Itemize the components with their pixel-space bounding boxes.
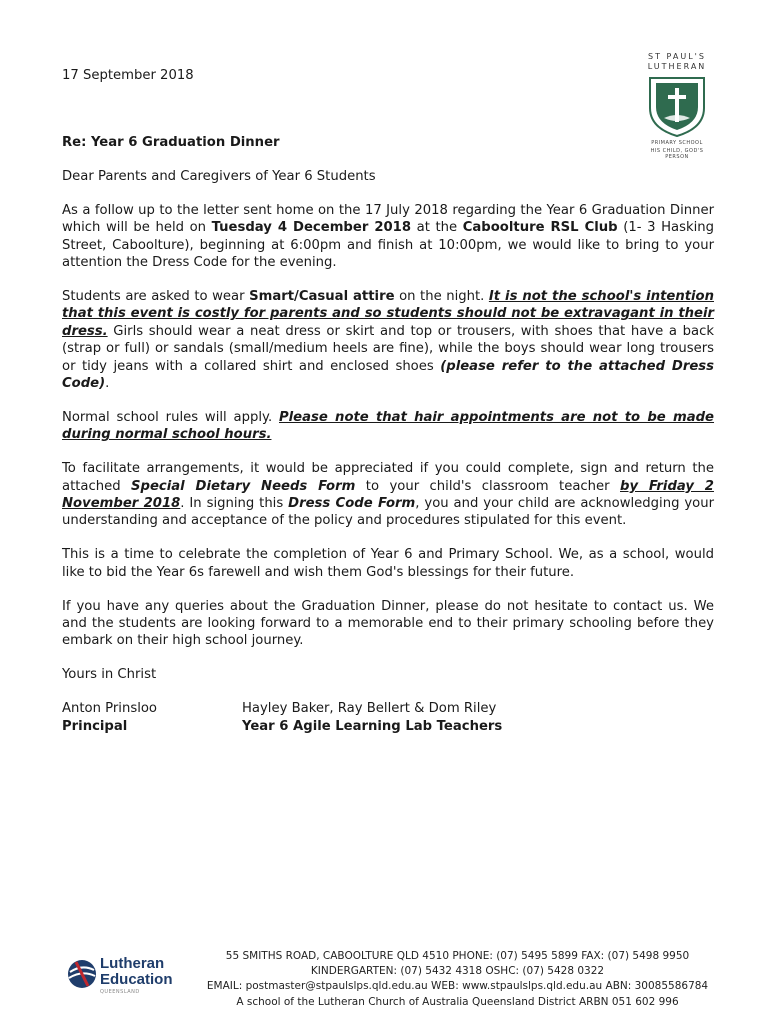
paragraph-4: To facilitate arrangements, it would be appreciated if you could complete, sign and return the attached Special Dietary Needs Form to your child's classroom teacher by Friday 2 November 2018. In signing this Dress Code Form, you and your child are acknowledging your understanding and acceptance of the policy and procedures stipulated for this event. [62, 461, 715, 529]
lutheran-education-logo [66, 956, 176, 998]
signatory-left-title: Principal [62, 718, 128, 734]
paragraph-2: Students are asked to wear Smart/Casual attire on the night. It is not the school's intention that this event is costly for parents and so students should not be extravagant in their dress. Girls should wear a neat dress or skirt and top or trousers, with shoes that have a back (strap or full) or sandals (small/medium heels are fine), while the boys should wear long trousers or tidy jeans with a collared shirt and enclosed shoes (please refer to the attached Dress Code). [62, 288, 714, 391]
footer-address: 55 SMITHS ROAD, CABOOLTURE QLD 4510 PHONE: (07) 5495 5899 FAX: (07) 5498 9950 [225, 950, 690, 962]
signatory-right-name: Hayley Baker, Ray Bellert & Dom Riley [242, 701, 497, 717]
logo-ribbon: PRIMARY SCHOOL [651, 140, 703, 146]
lutheran-logo-line3: QUEENSLAND [100, 989, 140, 995]
letter-subject: Re: Year 6 Graduation Dinner [62, 135, 280, 150]
signature-block [62, 700, 714, 735]
paragraph-1: As a follow up to the letter sent home on the 17 July 2018 regarding the Year 6 Graduation Dinner which will be held on Tuesday 4 December 2018 at the Caboolture RSL Club (1- 3 Hasking Street, Caboolture), beginning at 6:00pm and finish at 10:00pm, we would like to bring to your attention the Dress Code for the evening. [62, 202, 714, 271]
paragraph-3: Normal school rules will apply. Please note that hair appointments are not to be made during normal school hours. [62, 409, 715, 443]
footer-email: EMAIL: postmaster@stpaulslps.qld.edu.au WEB: www.stpaulslps.qld.edu.au ABN: 30085586784 [206, 980, 709, 993]
lutheran-logo-line1: Lutheran [100, 955, 165, 972]
logo-line1: ST PAUL'S [648, 52, 706, 61]
footer-kindergarten: KINDERGARTEN: (07) 5432 4318 OSHC: (07) 5428 0322 [310, 965, 605, 978]
lutheran-logo-line2: Education [100, 971, 173, 988]
letter-body [62, 134, 714, 735]
logo-motto: HIS CHILD, GOD'S PERSON [650, 148, 704, 160]
signatory-right-title: Year 6 Agile Learning Lab Teachers [242, 718, 503, 734]
footer-affiliation: A school of the Lutheran Church of Australia Queensland District ARBN 051 602 996 [236, 995, 679, 1008]
closing: Yours in Christ [62, 667, 157, 683]
letter-date: 17 September 2018 [62, 68, 194, 83]
letter-footer [195, 949, 720, 1010]
globe-icon [66, 958, 98, 990]
shield-cross-icon [642, 74, 712, 138]
paragraph-5: This is a time to celebrate the completion of Year 6 and Primary School. We, as a school, would like to bid the Year 6s farewell and wish them God's blessings for their future. [62, 547, 714, 580]
logo-line2: LUTHERAN [647, 62, 707, 71]
signatory-left-name: Anton Prinsloo [62, 701, 158, 717]
salutation: Dear Parents and Caregivers of Year 6 Students [62, 168, 376, 184]
paragraph-6: If you have any queries about the Graduation Dinner, please do not hesitate to contact us. We and the students are looking forward to a memorable end to their primary schooling before they embark on their high school journey. [62, 598, 714, 649]
